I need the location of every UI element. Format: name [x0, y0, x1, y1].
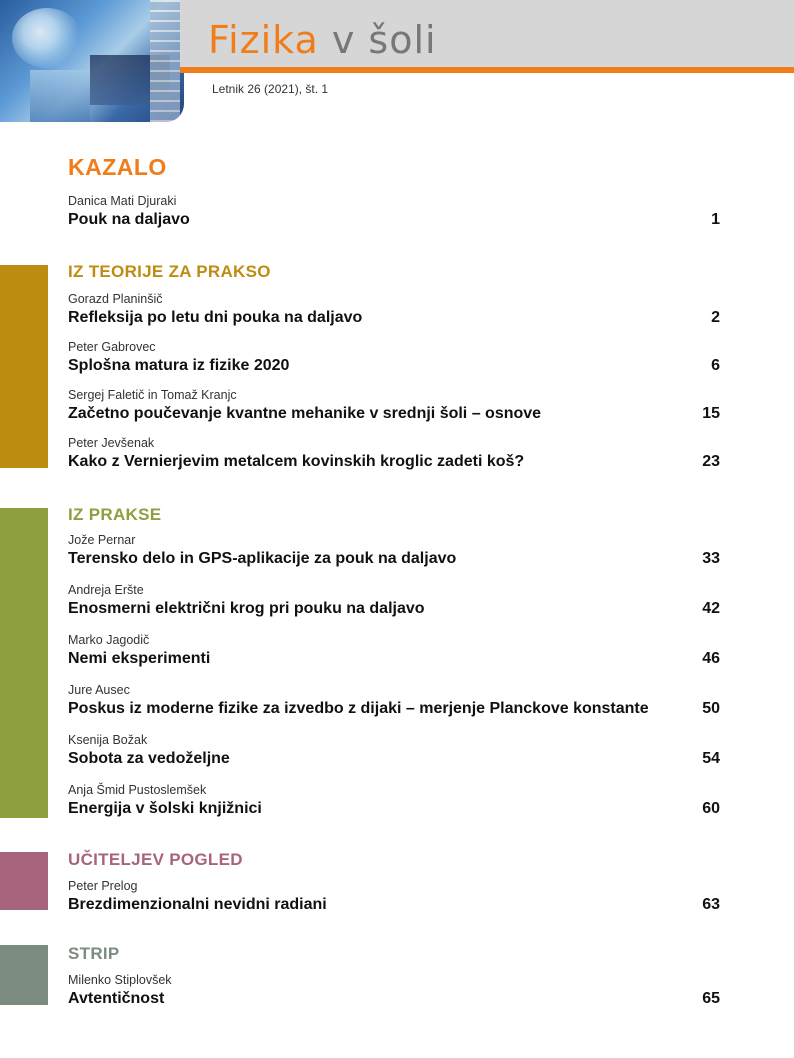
entry-author: Danica Mati Djuraki	[68, 194, 177, 208]
journal-title	[208, 18, 437, 62]
entry-title[interactable]: Sobota za vedoželjne	[68, 750, 230, 767]
toc-entry[interactable]	[68, 732, 720, 768]
entry-title[interactable]: Energija v šolski knjižnici	[68, 800, 262, 817]
toc-entry[interactable]	[68, 193, 720, 229]
entry-title[interactable]: Nemi eksperimenti	[68, 650, 211, 667]
entry-author: Anja Šmid Pustoslemšek	[68, 783, 207, 797]
entry-page: 46	[702, 650, 720, 667]
entry-title[interactable]: Avtentičnost	[68, 990, 165, 1007]
entry-page: 6	[711, 357, 720, 374]
toc-entry[interactable]	[68, 435, 720, 471]
entry-page: 2	[711, 309, 720, 326]
header-photo	[0, 0, 184, 122]
section-bar-praksa	[0, 508, 48, 818]
entry-author: Peter Gabrovec	[68, 340, 156, 354]
entry-page: 65	[702, 990, 720, 1007]
entry-author: Gorazd Planinšič	[68, 292, 163, 306]
entry-author: Ksenija Božak	[68, 733, 148, 747]
toc-heading: KAZALO	[68, 154, 167, 180]
section-bar-teorija	[0, 265, 48, 468]
entry-page: 54	[702, 750, 720, 767]
entry-page: 23	[702, 453, 720, 470]
entry-title[interactable]: Poskus iz moderne fizike za izvedbo z dijaki – merjenje Planckove konstante	[68, 700, 649, 717]
entry-page: 15	[702, 405, 720, 422]
entry-title[interactable]: Brezdimenzionalni nevidni radiani	[68, 896, 327, 913]
section-bar-pogled	[0, 852, 48, 910]
section-title-praksa: IZ PRAKSE	[68, 505, 162, 524]
entry-title[interactable]: Enosmerni električni krog pri pouku na daljavo	[68, 600, 425, 617]
toc-entry[interactable]	[68, 339, 720, 375]
toc-entry[interactable]	[68, 291, 720, 327]
entry-page: 50	[702, 700, 720, 717]
entry-author: Milenko Stiplovšek	[68, 973, 172, 987]
section-title-strip: STRIP	[68, 944, 120, 963]
entry-title[interactable]: Splošna matura iz fizike 2020	[68, 357, 290, 374]
toc-entry[interactable]	[68, 532, 720, 568]
entry-page: 33	[702, 550, 720, 567]
toc-entry[interactable]	[68, 387, 720, 423]
entry-author: Jože Pernar	[68, 533, 136, 547]
entry-title[interactable]: Pouk na daljavo	[68, 211, 190, 228]
entry-title[interactable]: Refleksija po letu dni pouka na daljavo	[68, 309, 363, 326]
toc-entry[interactable]	[68, 682, 720, 718]
section-bar-strip	[0, 945, 48, 1005]
entry-author: Marko Jagodič	[68, 633, 150, 647]
entry-author: Peter Prelog	[68, 879, 138, 893]
entry-page: 42	[702, 600, 720, 617]
entry-title[interactable]: Terensko delo in GPS-aplikacije za pouk na daljavo	[68, 550, 457, 567]
toc-entry[interactable]	[68, 582, 720, 618]
toc-entry[interactable]	[68, 632, 720, 668]
section-title-pogled: UČITELJEV POGLED	[68, 850, 243, 869]
entry-author: Jure Ausec	[68, 683, 130, 697]
entry-author: Andreja Eršte	[68, 583, 144, 597]
journal-title-accent: Fizika	[208, 18, 319, 62]
entry-page: 60	[702, 800, 720, 817]
entry-page: 63	[702, 896, 720, 913]
entry-author: Peter Jevšenak	[68, 436, 155, 450]
entry-author: Sergej Faletič in Tomaž Kranjc	[68, 388, 237, 402]
entry-page: 1	[711, 211, 720, 228]
toc-entry[interactable]	[68, 972, 720, 1008]
entry-title[interactable]: Začetno poučevanje kvantne mehanike v srednji šoli – osnove	[68, 405, 542, 422]
toc-entry[interactable]	[68, 782, 720, 818]
toc-entry[interactable]	[68, 878, 720, 914]
entry-title[interactable]: Kako z Vernierjevim metalcem kovinskih kroglic zadeti koš?	[68, 453, 525, 470]
journal-title-rest: v šoli	[318, 18, 437, 62]
header-rule	[180, 67, 794, 73]
issue-info: Letnik 26 (2021), št. 1	[212, 82, 329, 96]
section-title-teorija: IZ TEORIJE ZA PRAKSO	[68, 262, 271, 281]
